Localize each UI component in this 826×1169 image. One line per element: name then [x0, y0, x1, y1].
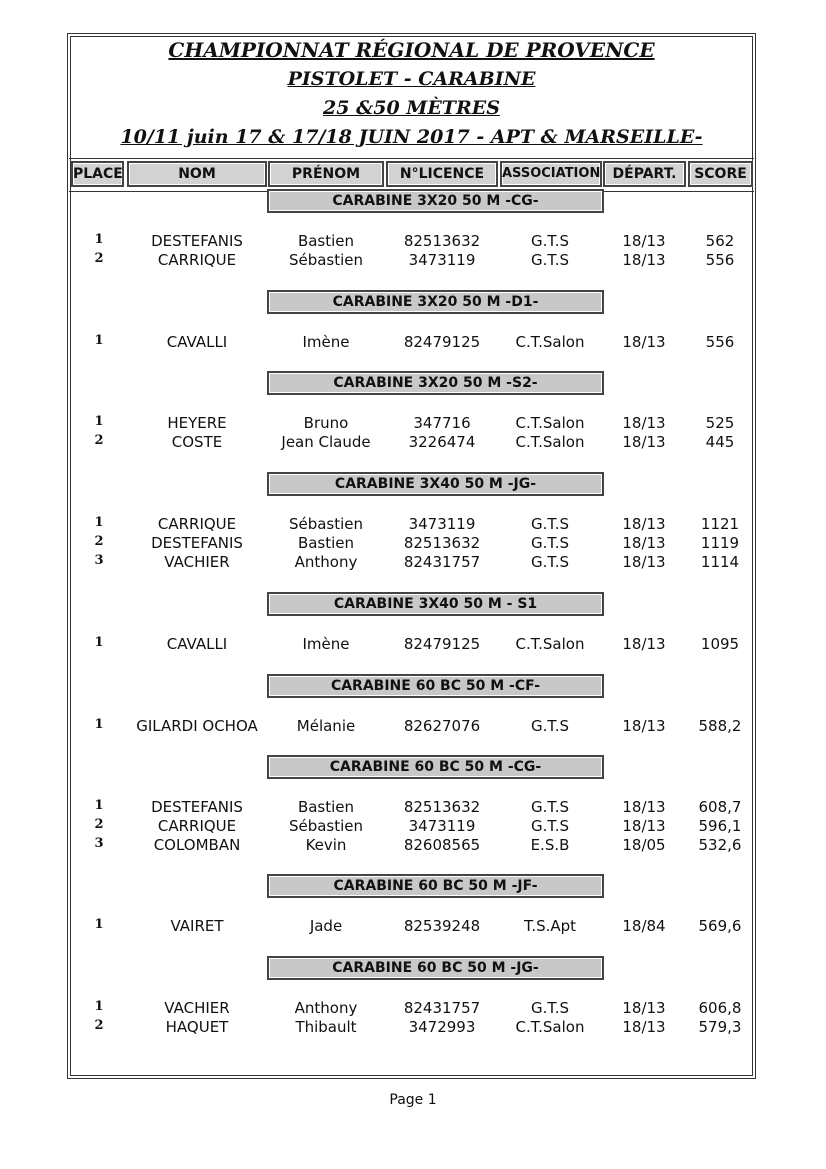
cell-association: T.S.Apt — [523, 917, 577, 935]
cell-place: 1 — [94, 717, 104, 732]
cell-depart: 18/13 — [622, 414, 666, 432]
cell-score: 569,6 — [698, 917, 742, 935]
cell-licence: 82479125 — [403, 333, 481, 351]
title-line-3: 25 &50 MÈTRES — [323, 97, 500, 119]
cell-score: 445 — [705, 433, 735, 451]
section-header: CARABINE 60 BC 50 M -JF- — [267, 874, 604, 898]
cell-nom: CARRIQUE — [157, 515, 237, 533]
cell-association: C.T.Salon — [515, 635, 585, 653]
table-row — [0, 553, 826, 572]
cell-depart: 18/13 — [622, 798, 666, 816]
section-header: CARABINE 3X40 50 M -JG- — [267, 472, 604, 496]
cell-association: G.T.S — [530, 553, 570, 571]
section-header: CARABINE 60 BC 50 M -CF- — [267, 674, 604, 698]
section-header: CARABINE 3X20 50 M -D1- — [267, 290, 604, 314]
table-row — [0, 534, 826, 553]
cell-score: 1114 — [700, 553, 740, 571]
table-row — [0, 251, 826, 270]
cell-score: 579,3 — [698, 1018, 742, 1036]
cell-score: 1119 — [700, 534, 740, 552]
cell-association: C.T.Salon — [515, 1018, 585, 1036]
cell-association: C.T.Salon — [515, 433, 585, 451]
cell-prenom: Anthony — [294, 553, 358, 571]
cell-place: 1 — [94, 635, 104, 650]
cell-licence: 82431757 — [403, 553, 481, 571]
cell-place: 1 — [94, 917, 104, 932]
document-title — [69, 36, 754, 152]
cell-score: 1095 — [700, 635, 740, 653]
cell-score: 562 — [705, 232, 735, 250]
cell-licence: 82513632 — [403, 798, 481, 816]
cell-place: 3 — [94, 836, 104, 851]
cell-score: 588,2 — [698, 717, 742, 735]
cell-depart: 18/13 — [622, 717, 666, 735]
cell-score: 606,8 — [698, 999, 742, 1017]
cell-score: 1121 — [700, 515, 740, 533]
cell-place: 2 — [94, 251, 104, 266]
cell-association: G.T.S — [530, 817, 570, 835]
cell-association: C.T.Salon — [515, 333, 585, 351]
cell-licence: 82608565 — [403, 836, 481, 854]
cell-depart: 18/13 — [622, 232, 666, 250]
cell-score: 556 — [705, 251, 735, 269]
table-row — [0, 414, 826, 433]
cell-place: 2 — [94, 433, 104, 448]
cell-licence: 82513632 — [403, 232, 481, 250]
cell-score: 532,6 — [698, 836, 742, 854]
page-number: Page 1 — [389, 1092, 437, 1108]
cell-nom: COLOMBAN — [153, 836, 241, 854]
cell-nom: DESTEFANIS — [151, 232, 243, 250]
column-header-score: SCORE — [688, 161, 753, 187]
cell-score: 608,7 — [698, 798, 742, 816]
cell-nom: CARRIQUE — [157, 817, 237, 835]
cell-licence: 3473119 — [408, 515, 476, 533]
title-line-1: CHAMPIONNAT RÉGIONAL DE PROVENCE — [168, 38, 655, 62]
cell-licence: 82479125 — [403, 635, 481, 653]
cell-licence: 3226474 — [408, 433, 476, 451]
cell-depart: 18/13 — [622, 251, 666, 269]
cell-nom: COSTE — [171, 433, 223, 451]
cell-prenom: Bruno — [303, 414, 349, 432]
cell-prenom: Jade — [309, 917, 343, 935]
table-row — [0, 999, 826, 1018]
cell-licence: 82513632 — [403, 534, 481, 552]
cell-depart: 18/13 — [622, 515, 666, 533]
cell-nom: DESTEFANIS — [151, 798, 243, 816]
cell-score: 556 — [705, 333, 735, 351]
cell-place: 3 — [94, 553, 104, 568]
cell-place: 2 — [94, 1018, 104, 1033]
table-row — [0, 717, 826, 736]
cell-depart: 18/13 — [622, 817, 666, 835]
cell-association: G.T.S — [530, 798, 570, 816]
column-header-place: PLACE — [71, 161, 124, 187]
section-header: CARABINE 60 BC 50 M -JG- — [267, 956, 604, 980]
section-header: CARABINE 3X40 50 M - S1 — [267, 592, 604, 616]
header-divider-top — [69, 158, 754, 159]
cell-nom: VACHIER — [164, 553, 230, 571]
cell-licence: 82627076 — [403, 717, 481, 735]
cell-place: 1 — [94, 798, 104, 813]
cell-prenom: Bastien — [297, 232, 355, 250]
cell-place: 1 — [94, 232, 104, 247]
table-row — [0, 433, 826, 452]
cell-nom: DESTEFANIS — [151, 534, 243, 552]
table-row — [0, 817, 826, 836]
table-row — [0, 917, 826, 936]
column-header-licence: N°LICENCE — [386, 161, 498, 187]
cell-place: 1 — [94, 999, 104, 1014]
cell-prenom: Anthony — [294, 999, 358, 1017]
cell-licence: 347716 — [413, 414, 471, 432]
table-row — [0, 515, 826, 534]
cell-association: G.T.S — [530, 251, 570, 269]
column-header-association: ASSOCIATION — [500, 161, 602, 187]
cell-prenom: Thibault — [295, 1018, 357, 1036]
cell-nom: GILARDI OCHOA — [136, 717, 258, 735]
cell-nom: VAIRET — [170, 917, 224, 935]
cell-score: 525 — [705, 414, 735, 432]
cell-nom: VACHIER — [164, 999, 230, 1017]
cell-depart: 18/13 — [622, 1018, 666, 1036]
table-row — [0, 1018, 826, 1037]
cell-depart: 18/13 — [622, 999, 666, 1017]
cell-prenom: Sébastien — [288, 251, 364, 269]
title-line-4: 10/11 juin 17 & 17/18 JUIN 2017 - APT & MARSEILLE- — [120, 126, 703, 148]
cell-prenom: Kevin — [305, 836, 347, 854]
cell-depart: 18/84 — [622, 917, 666, 935]
table-row — [0, 232, 826, 251]
cell-association: G.T.S — [530, 534, 570, 552]
section-header: CARABINE 3X20 50 M -S2- — [267, 371, 604, 395]
column-header-nom: NOM — [127, 161, 267, 187]
cell-depart: 18/13 — [622, 333, 666, 351]
table-row — [0, 798, 826, 817]
cell-depart: 18/13 — [622, 433, 666, 451]
cell-licence: 3473119 — [408, 251, 476, 269]
cell-depart: 18/05 — [622, 836, 666, 854]
cell-association: C.T.Salon — [515, 414, 585, 432]
cell-score: 596,1 — [698, 817, 742, 835]
cell-association: G.T.S — [530, 515, 570, 533]
cell-nom: CAVALLI — [166, 635, 228, 653]
title-line-2: PISTOLET - CARABINE — [287, 68, 536, 90]
cell-association: G.T.S — [530, 999, 570, 1017]
table-row — [0, 333, 826, 352]
cell-licence: 82431757 — [403, 999, 481, 1017]
cell-prenom: Imène — [302, 333, 350, 351]
cell-association: E.S.B — [530, 836, 570, 854]
cell-licence: 3472993 — [408, 1018, 476, 1036]
cell-prenom: Sébastien — [288, 817, 364, 835]
cell-prenom: Jean Claude — [281, 433, 371, 451]
section-header: CARABINE 60 BC 50 M -CG- — [267, 755, 604, 779]
cell-depart: 18/13 — [622, 553, 666, 571]
cell-association: G.T.S — [530, 717, 570, 735]
cell-place: 1 — [94, 333, 104, 348]
table-row — [0, 836, 826, 855]
cell-association: G.T.S — [530, 232, 570, 250]
section-header: CARABINE 3X20 50 M -CG- — [267, 189, 604, 213]
cell-place: 2 — [94, 817, 104, 832]
cell-depart: 18/13 — [622, 635, 666, 653]
cell-nom: CAVALLI — [166, 333, 228, 351]
column-header-depart: DÉPART. — [603, 161, 686, 187]
cell-prenom: Sébastien — [288, 515, 364, 533]
cell-place: 1 — [94, 414, 104, 429]
cell-prenom: Mélanie — [296, 717, 356, 735]
cell-nom: HAQUET — [165, 1018, 229, 1036]
column-header-prenom: PRÉNOM — [268, 161, 384, 187]
cell-prenom: Bastien — [297, 798, 355, 816]
cell-nom: CARRIQUE — [157, 251, 237, 269]
cell-prenom: Bastien — [297, 534, 355, 552]
cell-licence: 82539248 — [403, 917, 481, 935]
cell-licence: 3473119 — [408, 817, 476, 835]
cell-place: 1 — [94, 515, 104, 530]
table-row — [0, 635, 826, 654]
cell-place: 2 — [94, 534, 104, 549]
cell-prenom: Imène — [302, 635, 350, 653]
cell-depart: 18/13 — [622, 534, 666, 552]
cell-nom: HEYERE — [167, 414, 227, 432]
